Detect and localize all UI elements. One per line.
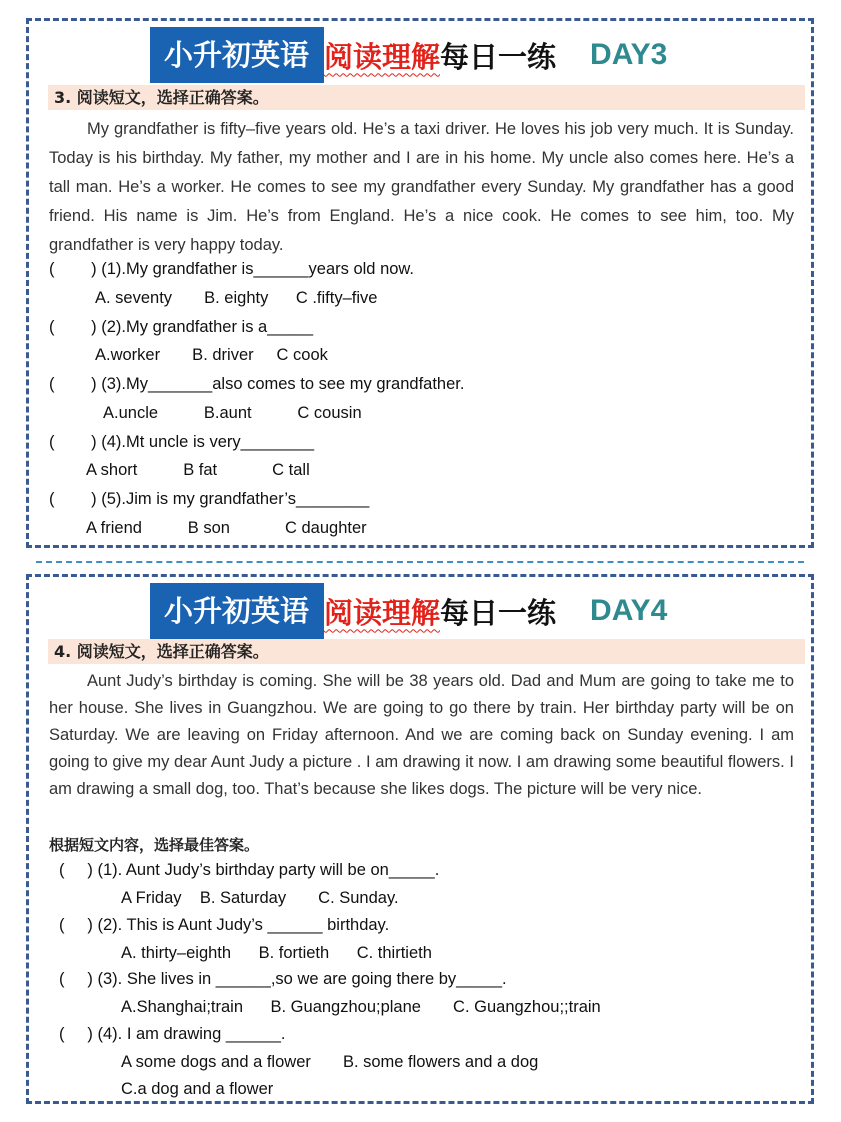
banner-black-title: 每日一练 [440,595,557,630]
question-3-stem: ( ) (3).My_______also comes to see my grandfather. [49,375,465,393]
day4-exercise-card [26,574,814,1104]
question-3-options: A.uncle B.aunt C cousin [103,404,362,422]
day3-exercise-card [26,18,814,548]
question-3-options: A.Shanghai;train B. Guangzhou;plane C. Guangzhou;;train [121,998,601,1016]
instruction-note: 根据短文内容，选择最佳答案。 [49,836,260,854]
question-4-options-ab: A some dogs and a flower B. some flowers and a dog [121,1053,539,1071]
question-5-stem: ( ) (5).Jim is my grandfather’s________ [49,490,370,508]
banner-red-title: 阅读理解 [324,595,441,630]
question-1-options: A Friday B. Saturday C. Sunday. [121,889,399,907]
question-2-stem: ( ) (2).My grandfather is a_____ [49,318,314,336]
question-4-options-c: C.a dog and a flower [121,1080,274,1098]
banner-blue-title: 小升初英语 [150,27,324,83]
question-2-stem: ( ) (2). This is Aunt Judy’s ______ birthday. [59,916,390,934]
reading-passage: My grandfather is fifty–five years old. He’s a taxi driver. He loves his job very much. It is Sunday. Today is his birthday. My father, my mother and I are in his home. My uncle also comes here. He’s a tall man. He’s a worker. He comes to see my grandfather every Sunday. My grandfather has a good friend. His name is Jim. He’s from England. He’s a nice cook. He comes to see him, too. My grandfather is very happy today. [49,120,794,254]
question-4-options: A short B fat C tall [86,461,310,479]
day-label: DAY4 [590,594,668,627]
day-label: DAY3 [590,38,668,71]
question-2-options: A. thirty–eighth B. fortieth C. thirtieth [121,944,432,962]
day3-title-banner [150,27,667,83]
day4-title-banner [150,583,667,639]
question-1-options: A. seventy B. eighty C .fifty–five [95,289,378,307]
banner-red-title: 阅读理解 [324,39,441,74]
question-2-options: A.worker B. driver C cook [95,346,328,364]
question-1-stem: ( ) (1). Aunt Judy’s birthday party will be on_____. [59,861,440,879]
question-4-stem: ( ) (4).Mt uncle is very________ [49,433,315,451]
banner-black-title: 每日一练 [440,39,557,74]
question-3-stem: ( ) (3). She lives in ______,so we are going there by_____. [59,970,507,988]
question-4-stem: ( ) (4). I am drawing ______. [59,1025,286,1043]
banner-blue-title: 小升初英语 [150,583,324,639]
question-5-options: A friend B son C daughter [86,519,367,537]
section-heading: 3. 阅读短文，选择正确答案。 [48,85,805,110]
reading-passage: Aunt Judy’s birthday is coming. She will be 38 years old. Dad and Mum are going to take me to her house. She lives in Guangzhou. We are going to go there by train. Her birthday party will be on Saturday. We are leaving on Friday afternoon. And we are coming back on Sunday evening. I am going to give my dear Aunt Judy a picture . I am drawing it now. I am drawing some beautiful flowers. I am drawing a small dog, too. That’s because she likes dogs. The picture will be very nice. [49,672,794,798]
section-divider [36,561,804,563]
question-1-stem: ( ) (1).My grandfather is______years old now. [49,260,415,278]
section-heading: 4. 阅读短文，选择正确答案。 [48,639,805,664]
